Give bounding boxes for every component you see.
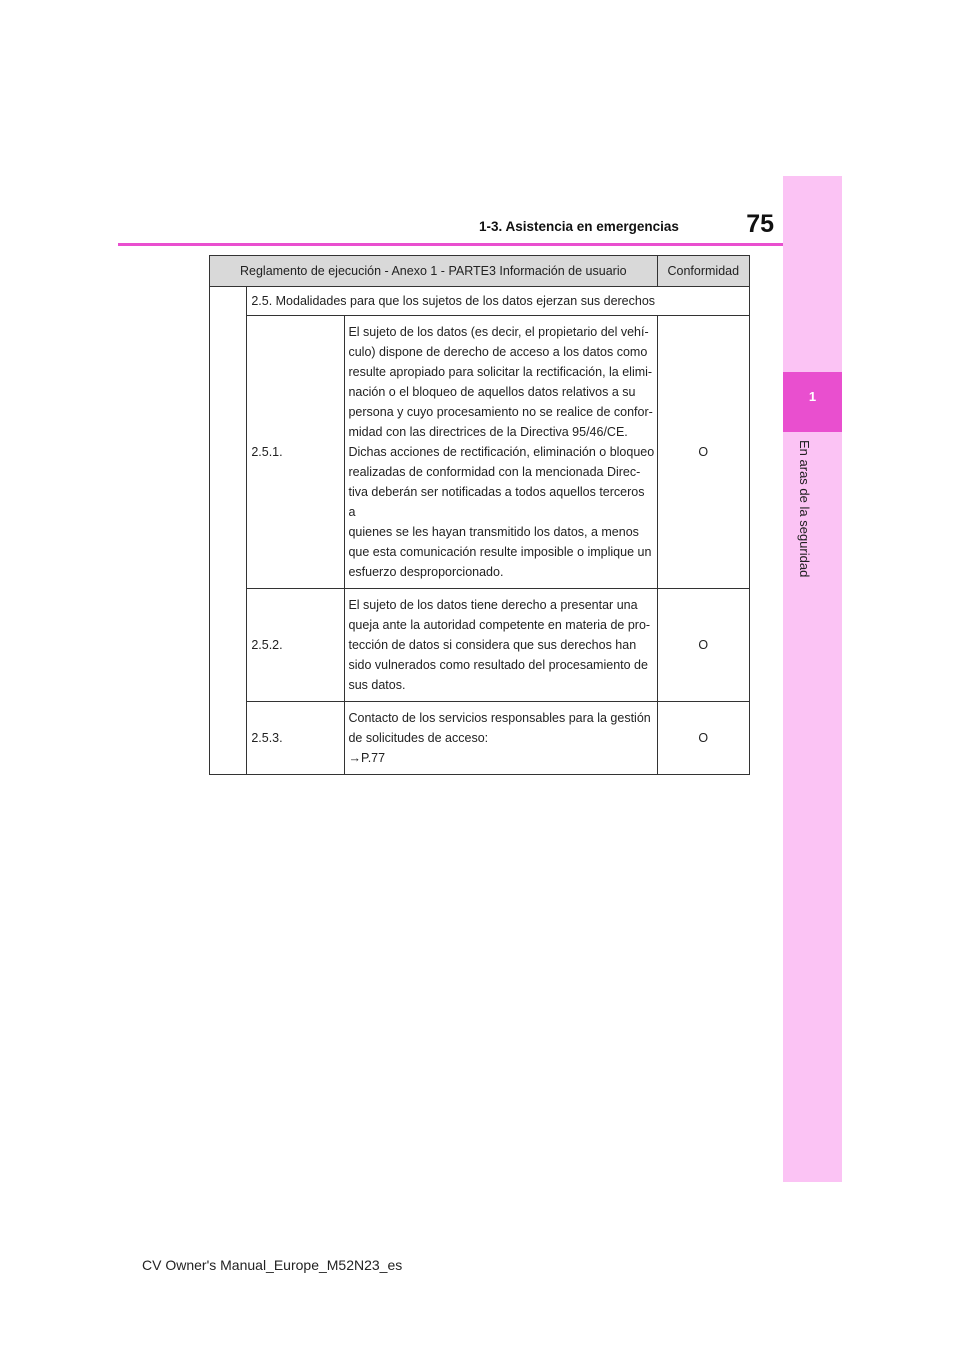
row-number: 2.5.3. bbox=[247, 702, 345, 775]
description-line: tección de datos si considera que sus derechos han bbox=[348, 638, 637, 652]
row-description bbox=[345, 702, 657, 775]
column-header-conformity: Conformidad bbox=[657, 256, 749, 287]
description-line: de solicitudes de acceso: bbox=[348, 731, 489, 745]
regulation-table bbox=[209, 255, 750, 775]
table-row bbox=[210, 316, 750, 589]
description-line: tiva deberán ser notificadas a todos aquellos terceros a bbox=[348, 485, 645, 519]
row-number: 2.5.1. bbox=[247, 316, 345, 589]
chapter-label: En aras de la seguridad bbox=[797, 440, 812, 578]
description-line: esfuerzo desproporcionado. bbox=[348, 565, 504, 579]
table-subheader-row bbox=[210, 287, 750, 316]
row-description bbox=[345, 316, 657, 589]
chapter-number: 1 bbox=[808, 389, 817, 404]
row-conformity: O bbox=[657, 316, 749, 589]
description-line: Contacto de los servicios responsables para la gestión bbox=[348, 711, 651, 725]
chapter-side-tab bbox=[783, 176, 842, 1182]
description-line: resulte apropiado para solicitar la rectificación, la elimi- bbox=[348, 365, 653, 379]
description-line: Dichas acciones de rectificación, eliminación o bloqueo bbox=[348, 445, 655, 459]
description-line: que esta comunicación resulte imposible o implique un bbox=[348, 545, 652, 559]
page-reference-link[interactable]: →P.77 bbox=[348, 751, 386, 765]
description-line: sus datos. bbox=[348, 678, 406, 692]
indent-cell bbox=[210, 287, 247, 775]
section-title: 1-3. Asistencia en emergencias bbox=[479, 219, 679, 234]
page-number: 75 bbox=[746, 210, 774, 238]
row-number: 2.5.2. bbox=[247, 589, 345, 702]
row-description bbox=[345, 589, 657, 702]
description-line: persona y cuyo procesamiento no se realice de confor- bbox=[348, 405, 653, 419]
description-line: sido vulnerados como resultado del procesamiento de bbox=[348, 658, 648, 672]
description-line: El sujeto de los datos (es decir, el propietario del vehí- bbox=[348, 325, 649, 339]
description-line: midad con las directrices de la Directiva 95/46/CE. bbox=[348, 425, 628, 439]
footer-manual-id: CV Owner's Manual_Europe_M52N23_es bbox=[142, 1257, 403, 1273]
subheader-cell: 2.5. Modalidades para que los sujetos de los datos ejerzan sus derechos bbox=[247, 287, 750, 316]
description-line: queja ante la autoridad competente en materia de pro- bbox=[348, 618, 651, 632]
description-line: culo) dispone de derecho de acceso a los datos como bbox=[348, 345, 648, 359]
table-header-row bbox=[210, 256, 750, 287]
description-line: quienes se les hayan transmitido los datos, a menos bbox=[348, 525, 639, 539]
table-row bbox=[210, 702, 750, 775]
row-conformity: O bbox=[657, 702, 749, 775]
column-header-regulation: Reglamento de ejecución - Anexo 1 - PARTE3 Información de usuario bbox=[210, 256, 658, 287]
description-line: nación o el bloqueo de aquellos datos relativos a su bbox=[348, 385, 636, 399]
table-row bbox=[210, 589, 750, 702]
description-line: realizadas de conformidad con la mencionada Direc- bbox=[348, 465, 641, 479]
description-line: El sujeto de los datos tiene derecho a presentar una bbox=[348, 598, 638, 612]
row-conformity: O bbox=[657, 589, 749, 702]
header-divider bbox=[118, 243, 783, 246]
